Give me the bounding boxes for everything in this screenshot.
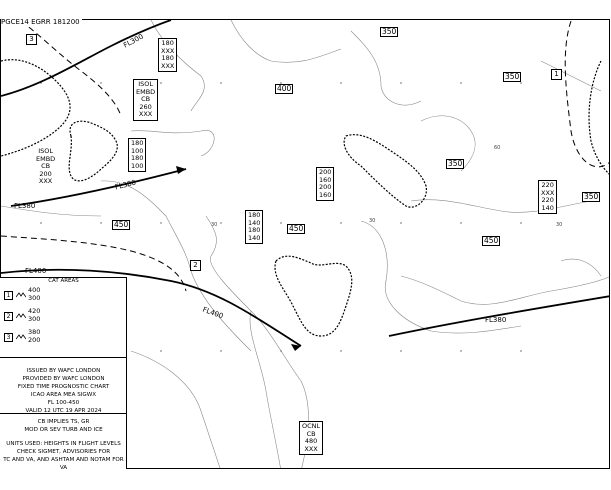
tropopause-height: 350 (584, 192, 599, 201)
coord-label: 30 (211, 222, 218, 228)
jet-level-label: FL380 (114, 178, 137, 192)
chart-header: PGCE14 EGRR 181200 (1, 18, 80, 26)
cat-area-marker: 1 (551, 69, 562, 80)
legend-panel (0, 277, 127, 469)
cat-levels: 420 300 (28, 307, 41, 323)
cat-number: 2 (4, 312, 13, 321)
tropopause-height: 450 (484, 236, 499, 245)
notes-block: CB IMPLIES TS, GR MOD OR SEV TURB AND ICE UNITS USED: HEIGHTS IN FLIGHT LEVELS CHECK SIGMET, ADVISORIES FOR TC AND VA, AND ASHTAM AND NOTAM FOR VA (0, 413, 127, 472)
turbulence-label: 220 XXX 220 140 (538, 180, 557, 214)
tropopause-height: 450 (289, 224, 304, 233)
jet-level-label: FL380 (14, 202, 36, 210)
jet-level-label: FL400 (25, 267, 47, 275)
cat-area-marker: 3 (26, 34, 37, 45)
turbulence-label: 180 140 180 140 (245, 210, 263, 244)
tropopause-height: 350 (382, 27, 397, 36)
issued-by-block: ISSUED BY WAFC LONDON PROVIDED BY WAFC LONDON FIXED TIME PROGNOSTIC CHART ICAO AREA MEA SIGWX FL 100-450 VALID 12 UTC 19 APR 2024 (0, 357, 127, 415)
cb-area-label: OCNL CB 480 XXX (299, 421, 323, 455)
turbulence-label: 180 XXX 180 XXX (158, 38, 177, 72)
cat-legend-row (4, 286, 124, 306)
arrowheads (176, 166, 301, 351)
cat-areas-title: CAT AREAS (48, 278, 79, 284)
jet-level-label: FL380 (485, 316, 507, 324)
coord-label: 30 (369, 218, 376, 224)
cat-legend-row (4, 328, 124, 348)
cb-area-label: ISOL EMBD CB 260 XXX (133, 79, 158, 121)
jet-level-label: FL400 (201, 305, 225, 321)
coord-label: 30 (556, 222, 563, 228)
cat-area-marker: 2 (190, 260, 201, 271)
cb-area-label: ISOL EMBD CB 200 XXX (36, 147, 56, 185)
turbulence-symbol-icon (16, 292, 26, 298)
coord-label: 60 (494, 145, 501, 151)
cat-areas (1, 21, 610, 291)
turbulence-label: 180 100 180 100 (128, 138, 146, 172)
cat-levels: 400 300 (28, 286, 41, 302)
tropopause-height: 350 (505, 72, 520, 81)
turbulence-symbol-icon (16, 334, 26, 340)
tropopause-height: 400 (277, 84, 292, 93)
turbulence-symbol-icon (16, 313, 26, 319)
jet-level-label: FL300 (122, 32, 145, 50)
cat-legend-row (4, 307, 124, 327)
tropopause-height: 450 (114, 220, 129, 229)
turbulence-label: 200 160 200 160 (316, 167, 334, 201)
cat-number: 1 (4, 291, 13, 300)
tropopause-height: 350 (448, 159, 463, 168)
cat-levels: 380 200 (28, 328, 41, 344)
cat-number: 3 (4, 333, 13, 342)
